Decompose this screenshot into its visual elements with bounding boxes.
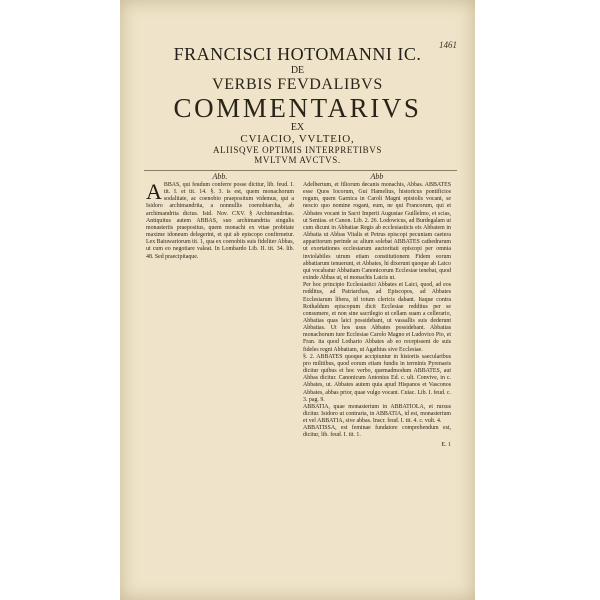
interpreters-line: ALIISQVE OPTIMIS INTERPRETIBVS [212,145,382,155]
left-column-head: Abb. [212,172,228,181]
de-line: DE [290,65,305,76]
right-paragraph: ABBATISSA, est feminae fundatore comprehendum est, dicitur, lib. feud. I. tit. 1. [303,425,451,439]
right-paragraph: §. 2. ABBATES quoque accipiuntur in historiis saecularibus pro militibus, quod eorum etiam fundis in terminis Pyrenaeis dicitur quibus et hoc verbo, quemadmodum ABBATES, aut Abbas dicitur. Canonicum Antonius Ed. c. ult. Convive, in c. Abbates, ut. Abbates autem quia apud Hispanos et Vasconos Abbates, abbas prior, quae vulgo vocant. Cuiac. Lib. I. feud. c. 3. pag. 9. [303,353,451,403]
header-rule [144,170,457,171]
main-title: COMMENTARIVS [173,93,422,123]
right-paragraph: ABBATIA, quae monasterium in ABBATIOLA, et rursus dicitur. Isidoro ut contraria, in ABBATIA, id est, monasterium et vel ABBATIA, sive abbas. Inscr. feud. I. tit. 4. c. vult. 4. [303,403,451,425]
right-paragraph: Adelbertum, et filiorum decanis monachis, Abbas. ABBATES esse Quos Iocorum, Gui Hamelius, historicus pontificios regum, quem Garnica in Caroli Magni epistolis vocant, se nescio quo nomine rogant, eum, ne qui Francorum, qui et Abbates vocant in Sacri Imperii Augustae Guillelmo, et scias, ut Sentias. et Canon. Lib. 2. 26. Lodowicus, ad Burdegalam ut cum dicunt in Abbatiae Regis ab ecclesiasticis eis Abbatem in Abbatia ut Abbas Vitalis et Petrus episcopi pecuniam caetera apparitorum perinde ac alium solebat ABBATES cathedrarum ut exortationes ecclesiarum auctoritati episcopi per omnia inviolabiles utrum etiam constitutionem Fidem eorum abbatiarum tenuerunt, et Abbates, hi dixerunt quoque ab Laico qui vocabatur Abbatiam Canonicorum Ecclesiae tenebat, quod exinde Abbas ut, et monachis Laicis ut. [303,182,451,282]
subject-line: VERBIS FEVDALIBVS [212,76,383,93]
title-block [120,44,475,165]
left-column [146,172,294,261]
author-line: FRANCISCI HOTOMANNI IC. [173,44,422,64]
auctus-line: MVLTVM AVCTVS. [254,155,341,165]
right-column-head: Abb [370,172,384,181]
drop-cap: A [146,179,162,204]
right-column-body [303,182,451,440]
left-paragraph: BBAS, qui feudum conferre posse dicitur, lib. feud. I. tit. I. et tit. 14. §. 3. is est, quem monachorum sodalitate, ac coenobio praepositum videmus, qui a Isidoro archimandrita, a nonnullis coenobiarcha, ab archimandrita dictus. Isid. Nov. CXV. § Archimandritas. Antiquitus autem ABBAS, suo archimandrita singulis monasteriis praepositus, quem monachi ex vitae probitate maxime idoneum delegerint, et qui ab episcopo confirmetur. Lex Baiuwariorum tit. 1, qua ex coenobiis suis fideliter Abbas, ut cum eo negotiare valeat. In Lombardo Lib. II. tit. 34. lib. 48. Sed praecipitaque. [146,182,294,260]
book-page [120,0,475,600]
signature-mark: E. 1 [441,441,451,448]
right-paragraph: Per hoc principio Ecclesiastici Abbates et Laici, quod, ad eos redditus, ad Patriarchas, ad Episcopos, ad Abbates Ecclesiarum libera, id totum clericis dabant. Itaque contra Rothaldum episcopum dicit Ecclesiae redditus per se consumere, et non sine sacrilegio ut cellam suam a cellerario, Abbatias quas laici possidebant, ut vassallis suis dederunt Abbatias. Ut hos usus Abbates possidebant. Abbatias monachorum iure Ecclesiae Carolo Magno et Ludovico Pio, et Fran. ita quod Lothario Abbates ab eo recepissent de suis fideles regni Abbatiam, ut Agathius sive Ecclesiae. [303,282,451,353]
right-column [303,172,451,448]
sources-line: CVIACIO, VVLTEIO, [240,133,355,145]
left-column-body [146,179,294,261]
page-number: 1461 [439,40,457,50]
ex-line: EX [290,122,305,133]
